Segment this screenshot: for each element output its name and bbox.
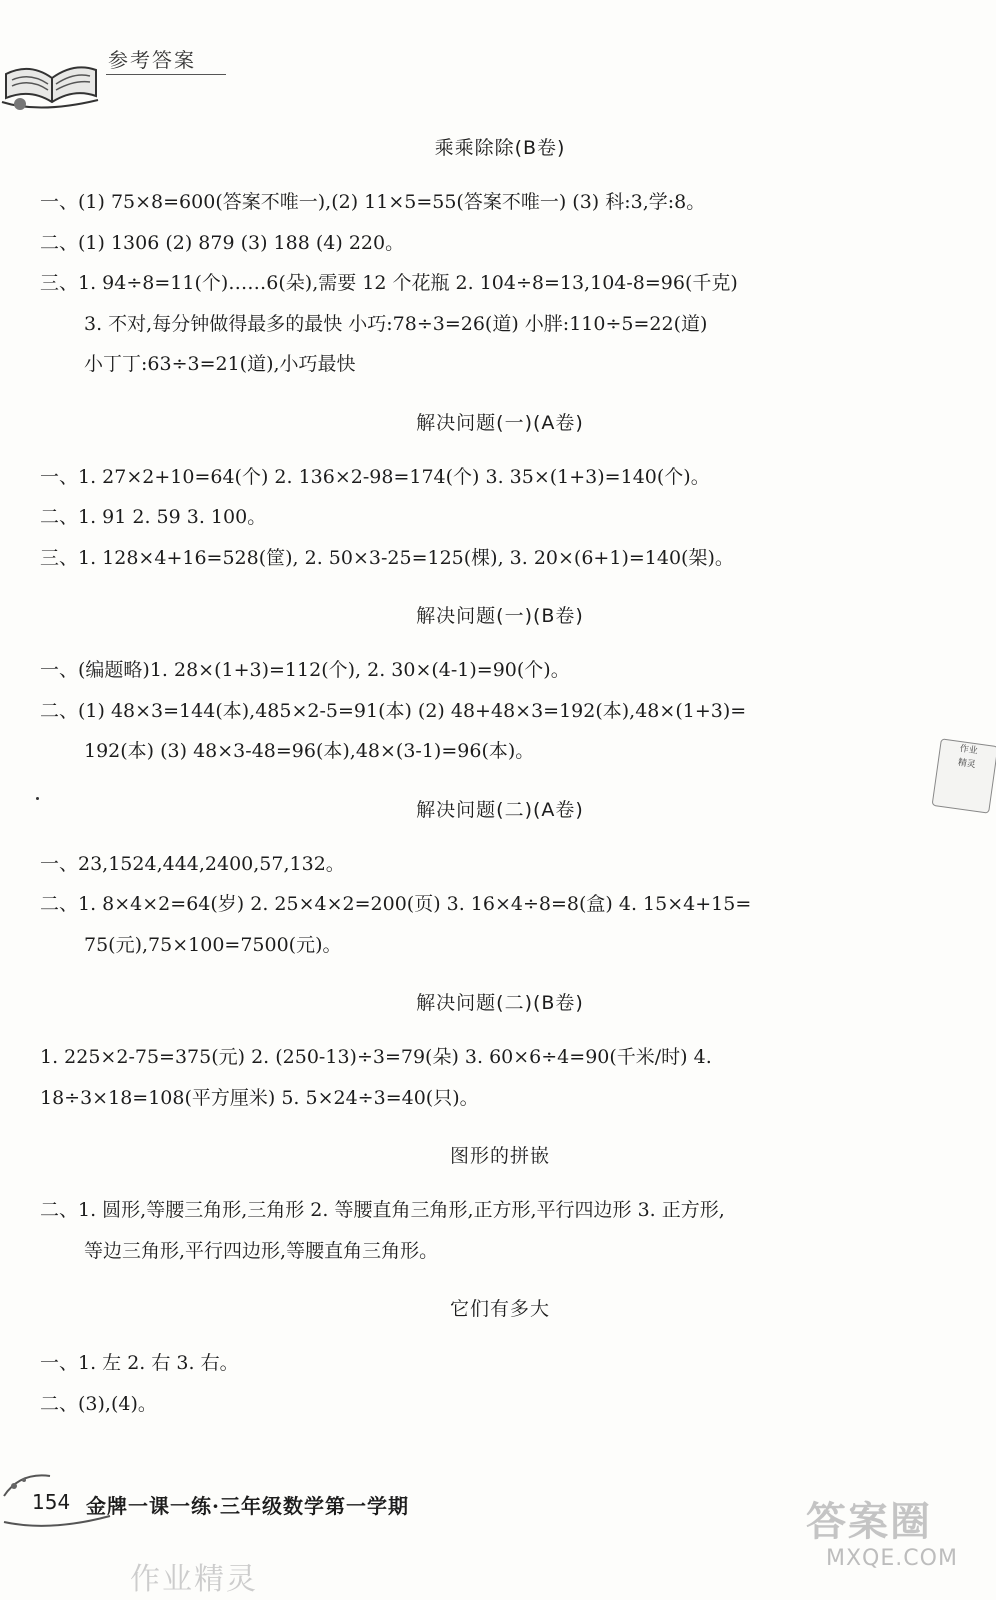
answer-line: 18÷3×18=108(平方厘米) 5. 5×24÷3=40(只)。 [40,1086,479,1109]
answer-line: 一、1. 左 2. 右 3. 右。 [40,1352,239,1374]
section-title: 解决问题(一)(A卷) [416,411,584,434]
open-book-icon [0,44,100,110]
watermark-logo: 答案圈 [806,1499,932,1545]
section-title: 解决问题(一)(B卷) [416,605,584,627]
answer-line: 1. 225×2-75=375(元) 2. (250-13)÷3=79(朵) 3. 60×6÷4=90(千米/时) 4. [40,1046,712,1068]
stamp-line: 精灵 [957,757,977,771]
answer-line: 二、1. 91 2. 59 3. 100。 [40,506,267,528]
section [40,790,960,966]
answer-line: 192(本) (3) 48×3-48=96(本),48×(3-1)=96(本)。 [84,740,535,762]
answer-line: 一、(编题略)1. 28×(1+3)=112(个), 2. 30×(4-1)=90(个)。 [40,659,570,681]
header-title: 参考答案 [108,48,196,72]
answer-line: 二、(3),(4)。 [40,1392,157,1415]
watermark [806,1490,986,1580]
section [40,983,960,1118]
answer-line: 三、1. 94÷8=11(个)……6(朵),需要 12 个花瓶 2. 104÷8=13,104-8=96(千克) [40,272,738,294]
header-rule [106,74,226,75]
section [40,403,960,579]
book-title: 金牌一课一练·三年级数学第一学期 [86,1494,409,1518]
answer-line: 75(元),75×100=7500(元)。 [84,933,342,956]
section [40,596,960,772]
answer-line: 小丁丁:63÷3=21(道),小巧最快 [84,353,356,375]
answer-line: 二、(1) 1306 (2) 879 (3) 188 (4) 220。 [40,231,405,254]
bottom-watermark: 作业精灵 [130,1562,258,1597]
section-title: 解决问题(二)(A卷) [416,798,584,821]
stamp [932,738,996,813]
answer-line: 3. 不对,每分钟做得最多的最快 小巧:78÷3=26(道) 小胖:110÷5=22(道) [84,312,708,335]
answer-content [40,128,960,1424]
answer-line: 二、1. 圆形,等腰三角形,三角形 2. 等腰直角三角形,正方形,平行四边形 3. 正方形, [40,1199,725,1221]
watermark-url: MXQE.COM [826,1546,958,1571]
answer-line: 二、(1) 48×3=144(本),485×2-5=91(本) (2) 48+48×3=192(本),48×(1+3)= [40,699,747,722]
answer-line: 一、(1) 75×8=600(答案不唯一),(2) 11×5=55(答案不唯一) (3) 科:3,学:8。 [40,191,706,213]
section-title: 它们有多大 [449,1298,550,1320]
section-title: 图形的拼嵌 [449,1145,550,1167]
section [40,1136,960,1271]
stamp-line: 作业 [958,744,979,757]
answer-line: 一、23,1524,444,2400,57,132。 [40,852,345,875]
answer-line: 等边三角形,平行四边形,等腰直角三角形。 [84,1239,439,1262]
section [40,128,960,385]
section-title: 乘乘除除(B卷) [434,137,566,159]
answer-line: 三、1. 128×4+16=528(筐), 2. 50×3-25=125(棵), 3. 20×(6+1)=140(架)。 [40,546,734,569]
page-number: 154 [32,1490,71,1514]
stray-dot [36,797,39,800]
section-title: 解决问题(二)(B卷) [416,992,584,1014]
answer-line: 二、1. 8×4×2=64(岁) 2. 25×4×2=200(页) 3. 16×4÷8=8(盒) 4. 15×4+15= [40,893,752,915]
section [40,1289,960,1424]
answer-line: 一、1. 27×2+10=64(个) 2. 136×2-98=174(个) 3. 35×(1+3)=140(个)。 [40,465,710,488]
